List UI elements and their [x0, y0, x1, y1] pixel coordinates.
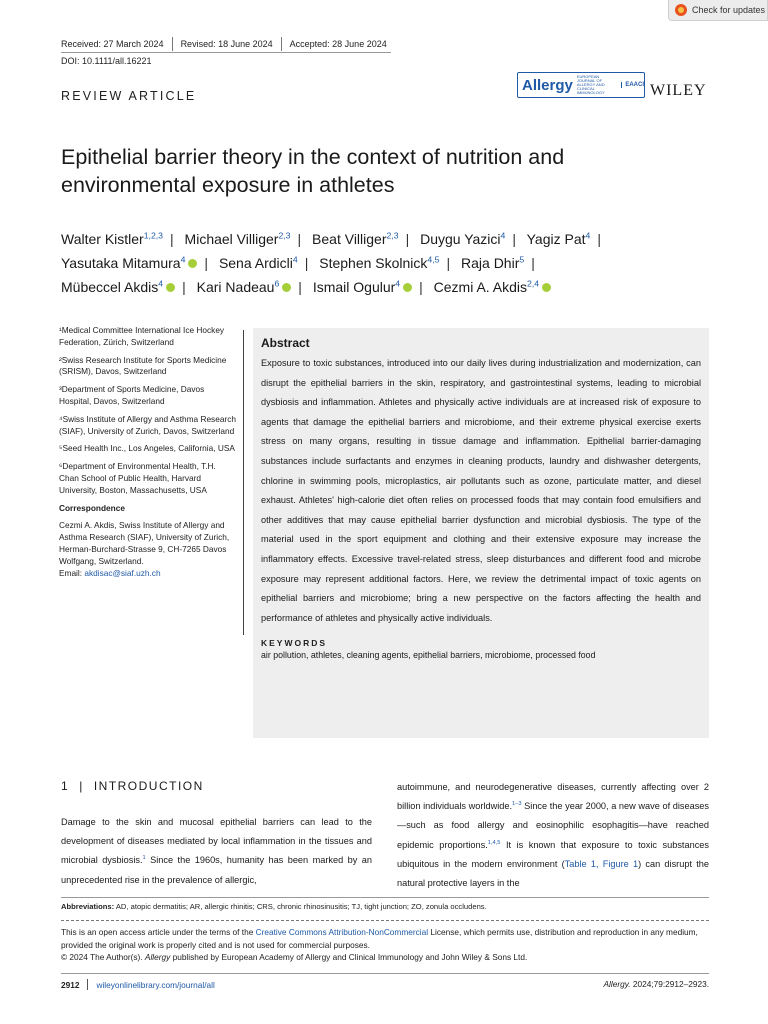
- affiliation-ref[interactable]: 4: [585, 230, 591, 241]
- copyright-journal: Allergy: [144, 952, 171, 962]
- article-title: Epithelial barrier theory in the context of nutrition and environmental exposure in athletes: [61, 145, 565, 197]
- revised-date: Revised: 18 June 2024: [180, 39, 273, 49]
- author[interactable]: [312, 231, 399, 247]
- abstract-box: [253, 328, 709, 738]
- divider: [87, 979, 88, 990]
- author-separator: |: [170, 231, 174, 247]
- citation-link[interactable]: 1–3: [512, 801, 522, 808]
- author-separator: |: [597, 231, 601, 247]
- correspondence-email-link[interactable]: akdisac@siaf.uzh.ch: [84, 567, 161, 578]
- orcid-icon[interactable]: [403, 283, 412, 292]
- author-name: Duygu Yazici: [420, 231, 501, 247]
- intro-text: It is known that exposure to toxic substances ubiquitous in the modern environment (: [397, 839, 709, 869]
- page-footer: [61, 979, 215, 990]
- author-separator: |: [446, 255, 451, 271]
- doi: DOI: 10.1111/all.16221: [61, 56, 152, 66]
- affiliation-ref[interactable]: 4: [395, 278, 401, 289]
- author-name: Walter Kistler: [61, 231, 144, 247]
- intro-text: Since the year 2000, a new wave of diseases—such as food allergy and eosinophilic esophagitis—have reached epidemic proportions.: [397, 801, 709, 850]
- keywords-heading: KEYWORDS: [261, 638, 328, 649]
- affiliation-ref[interactable]: 2,3: [386, 230, 399, 241]
- table-figure-link[interactable]: Table 1, Figure 1: [564, 858, 639, 869]
- check-for-updates-button[interactable]: [668, 0, 768, 21]
- author[interactable]: [61, 279, 175, 295]
- author-separator: |: [298, 279, 302, 295]
- intro-text: autoimmune, and neurodegenerative diseases, currently affecting over 2 billion individuals worldwide.: [397, 782, 709, 812]
- author-name: Stephen Skolnick: [319, 255, 428, 271]
- author-separator: |: [204, 255, 209, 271]
- divider: [61, 897, 709, 898]
- affiliation-ref[interactable]: 4: [158, 278, 164, 289]
- author[interactable]: [420, 231, 505, 247]
- affiliation: ⁴Swiss Institute of Allergy and Asthma Research (SIAF), University of Zurich, Davos, Switzerland: [59, 413, 236, 436]
- affiliations: [59, 325, 237, 579]
- section-heading-introduction: 1 | INTRODUCTION: [61, 779, 204, 793]
- abbreviations: [61, 902, 709, 911]
- affiliation: ³Department of Sports Medicine, Davos Hospital, Davos, Switzerland: [59, 384, 205, 406]
- affiliation-ref[interactable]: 5: [519, 254, 525, 265]
- author[interactable]: [434, 279, 551, 295]
- intro-text: ) can disrupt the natural protective layers in the: [397, 858, 710, 889]
- license-text: License, which permits use, distribution and reproduction in any medium, provided the original work is properly cited and is not used for commercial purposes.: [61, 927, 698, 950]
- received-date: Received: 27 March 2024: [61, 39, 164, 49]
- affiliation: ²Swiss Research Institute for Sports Medicine (SRISM), Davos, Switzerland: [59, 354, 227, 377]
- copyright-text: published by European Academy of Allergy and Clinical Immunology and John Wiley & Sons Ltd.: [170, 952, 528, 962]
- journal-logo-word: Allergy: [522, 76, 573, 94]
- author-separator: |: [512, 231, 516, 247]
- affiliation-ref[interactable]: 4: [292, 254, 298, 265]
- eaaci-logo: EAACI: [621, 82, 644, 88]
- correspondence-heading: Correspondence: [59, 502, 125, 513]
- copyright-text: © 2024 The Author(s).: [61, 952, 145, 962]
- citation-journal: Allergy.: [603, 979, 631, 989]
- affiliation: ⁵Seed Health Inc., Los Angeles, California, USA: [59, 443, 235, 454]
- author-separator: |: [405, 231, 410, 247]
- author-name: Mübeccel Akdis: [61, 279, 159, 295]
- author-name: Raja Dhir: [461, 255, 520, 271]
- intro-left-column: [61, 813, 372, 890]
- intro-text: Damage to the skin and mucosal epithelial barriers can lead to the development of diseases mediated by local inflammation in the tissues and microbial dysbiosis.: [61, 817, 372, 866]
- divider: [281, 37, 282, 51]
- orcid-icon[interactable]: [542, 283, 551, 292]
- author[interactable]: [313, 279, 412, 295]
- author[interactable]: [185, 231, 291, 247]
- orcid-icon[interactable]: [282, 283, 291, 292]
- author-separator: |: [182, 279, 186, 295]
- author-name: Yagiz Pat: [526, 231, 586, 247]
- citation: [604, 979, 710, 989]
- section-title: INTRODUCTION: [93, 779, 204, 793]
- accepted-date: Accepted: 28 June 2024: [289, 39, 387, 49]
- citation-details: 2024;79:2912–2923.: [630, 979, 709, 989]
- journal-logo[interactable]: [517, 72, 645, 98]
- author[interactable]: [219, 255, 298, 271]
- author-separator: |: [531, 255, 535, 271]
- license-text: This is an open access article under the terms of the: [61, 927, 256, 937]
- author[interactable]: [527, 231, 591, 247]
- affiliation-ref[interactable]: 4: [500, 230, 506, 241]
- abstract-heading: Abstract: [261, 336, 310, 350]
- intro-text: Since the 1960s, humanity has been marked by an unprecedented rise in the prevalence of allergic,: [61, 855, 372, 885]
- crossmark-icon: [675, 4, 687, 16]
- citation-link[interactable]: 1: [142, 855, 146, 862]
- affiliation-ref[interactable]: 1,2,3: [143, 230, 164, 241]
- author[interactable]: [461, 255, 524, 271]
- author[interactable]: [61, 231, 163, 247]
- journal-url-link[interactable]: wileyonlinelibrary.com/journal/all: [96, 979, 215, 990]
- author-name: Sena Ardicli: [218, 255, 293, 271]
- intro-right-column: [397, 778, 709, 893]
- orcid-icon[interactable]: [166, 283, 175, 292]
- author-name: Cezmi A. Akdis: [433, 279, 528, 295]
- email-label: Email:: [59, 567, 85, 578]
- article-dates: [61, 37, 387, 51]
- cc-license-link[interactable]: Creative Commons Attribution-NonCommercial: [255, 927, 429, 937]
- divider: [61, 920, 709, 921]
- author-name: Ismail Ogulur: [312, 279, 396, 295]
- abbreviations-text: AD, atopic dermatitis; AR, allergic rhinitis; CRS, chronic rhinosinusitis; TJ, tight junction; ZO, zonula occludens.: [114, 902, 487, 911]
- article-type: REVIEW ARTICLE: [61, 89, 197, 103]
- author[interactable]: [61, 255, 197, 271]
- affiliation-ref[interactable]: 6: [274, 278, 280, 289]
- author-name: Michael Villiger: [184, 231, 279, 247]
- publisher-logo[interactable]: WILEY: [650, 82, 707, 99]
- author-separator: |: [304, 255, 309, 271]
- author[interactable]: [197, 279, 292, 295]
- author[interactable]: [319, 255, 439, 271]
- affiliation-ref[interactable]: 2,3: [278, 230, 291, 241]
- section-number: 1: [61, 779, 70, 793]
- author-separator: |: [419, 279, 423, 295]
- keywords: air pollution, athletes, cleaning agents, epithelial barriers, microbiome, processed food: [261, 650, 596, 661]
- orcid-icon[interactable]: [188, 259, 197, 268]
- divider: [61, 973, 709, 974]
- divider: [172, 37, 173, 51]
- author-list: [61, 227, 711, 299]
- author-name: Kari Nadeau: [196, 279, 275, 295]
- affiliation-ref[interactable]: 2,4: [527, 278, 540, 289]
- abbreviations-label: Abbreviations:: [61, 902, 115, 911]
- citation-link[interactable]: 1,4,5: [487, 839, 501, 846]
- divider: [61, 52, 391, 53]
- license-notice: [61, 926, 709, 964]
- affiliation-ref[interactable]: 4: [180, 254, 186, 265]
- affiliation: ¹Medical Committee International Ice Hockey Federation, Zürich, Switzerland: [59, 325, 225, 347]
- column-divider: [243, 330, 244, 635]
- author-name: Yasutaka Mitamura: [61, 255, 181, 271]
- abstract-text: Exposure to toxic substances, introduced into our daily lives during industrialization and modernization, can disrupt the epithelial barriers in the skin, respiratory, and gastrointestinal systems, leading to microbial dysbiosis and inflammation. Athletes and physically active individuals are at increased risk of exposure to agents that damage the epithelial barriers and microbiome, and their extreme physical exercise exerts stress on many organs, resulting in tissue damage and inflammation. Epithelial barrier-damaging substances include surfactants and enzymes in cleaning products, laundry and dishwasher detergents, chlorine in swimming pools, microplastics, air pollutants such as ozone, particulate matter, and diesel exhaust. Athletes' high-calorie diet often relies on processed foods that may contain food emulsifiers and other additives that may cause epithelial barrier dysfunction and microbial dysbiosis. The type of the material used in the sport equipment and clothing and their extensive exposure may increase the inflammatory effects. Excessive travel-related stress, sleep disturbances and different food and microbe exposure may represent additional factors. Here, we review the detrimental impact of toxic agents on epithelial barriers and microbiome; bring a new perspective on the factors affecting the health and performance of athletes and physically active individuals.: [261, 358, 701, 623]
- author-separator: |: [297, 231, 302, 247]
- correspondence-text: Cezmi A. Akdis, Swiss Institute of Allergy and Asthma Research (SIAF), University of Zurich, Herman-Burchard-Strasse 9, CH-7265 Davos Wolfgang, Switzerland.: [59, 520, 230, 566]
- affiliation: ⁶Department of Environmental Health, T.H. Chan School of Public Health, Harvard University, Boston, Massachusetts, USA: [59, 461, 216, 495]
- check-for-updates-label: Check for updates: [692, 5, 766, 15]
- author-name: Beat Villiger: [312, 231, 387, 247]
- affiliation-ref[interactable]: 4,5: [427, 254, 440, 265]
- page-number: 2912: [61, 979, 80, 990]
- journal-logo-subtitle: EUROPEAN JOURNAL OF ALLERGY AND CLINICAL IMMUNOLOGY: [576, 74, 605, 95]
